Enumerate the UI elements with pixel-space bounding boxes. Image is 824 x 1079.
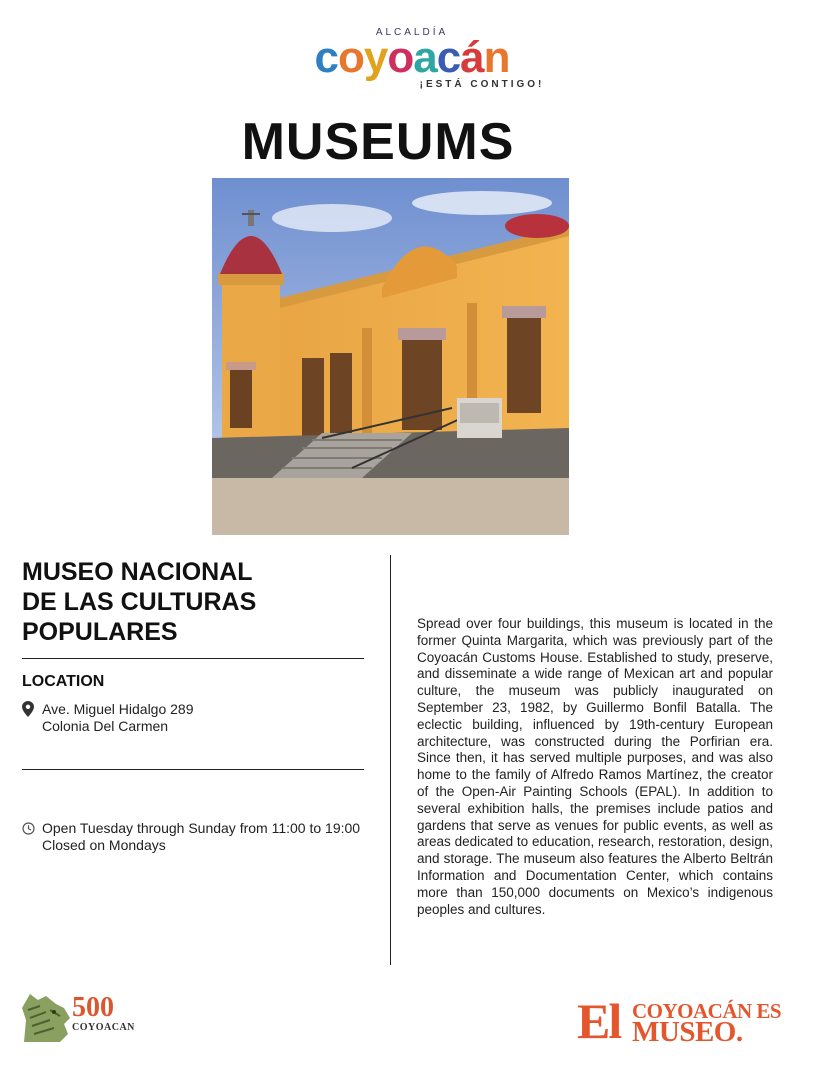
address — [42, 701, 194, 735]
brand-letter: c — [314, 33, 338, 82]
hours-closed-line: Closed on Mondays — [42, 837, 166, 853]
column-divider — [390, 555, 391, 965]
location-heading: LOCATION — [22, 673, 105, 690]
museum-name-line: DE LAS CULTURAS — [22, 588, 257, 616]
address-line: Ave. Miguel Hidalgo 289 — [42, 701, 194, 717]
divider — [22, 658, 364, 659]
clock-icon — [22, 822, 35, 840]
footer-el: El — [577, 993, 621, 1049]
museum-name — [22, 557, 362, 647]
address-line: Colonia Del Carmen — [42, 718, 169, 734]
footer-500-name: COYOACAN — [72, 1022, 135, 1033]
brand-letter: n — [483, 33, 510, 82]
museum-photo — [212, 178, 569, 535]
coyoacan-logo — [0, 34, 824, 82]
footer-500-number: 500 — [72, 992, 114, 1023]
museum-description: Spread over four buildings, this museum is located in the former Quinta Margarita, which was previously part of the Coyoacán Customs House. Established to study, preserve, and disseminate a wide range of Mexican art and popular culture, the museum was publicly inaugurated on September 23, 1982, by Guillermo Bonfil Batalla. The eclectic building, influenced by 19th-century European architecture, was constructed during the Porfirian era. Since then, it has served multiple purposes, and was also home to the family of Alfredo Ramos Martínez, the creator of the Open-Air Painting Schools (EPAL). In addition to several exhibition halls, the premises include patios and gardens that serve as venues for public events, as well as areas dedicated to education, research, restoration, design, and storage. The museum also features the Alberto Beltrán Information and Documentation Center, which contains more than 150,000 documents on Mexico’s indigenous peoples and cultures. — [417, 616, 773, 917]
page-title: MUSEUMS — [241, 113, 515, 171]
brand-letter: á — [460, 33, 484, 82]
divider — [22, 769, 364, 770]
museum-name-line: MUSEO NACIONAL — [22, 558, 253, 586]
location-pin-icon — [22, 701, 34, 722]
opening-hours — [42, 820, 362, 854]
brand-letter: c — [436, 33, 461, 82]
footer-coyoacan-es: COYOACÁN ES — [632, 999, 782, 1023]
footer-museo: MUSEO. — [632, 1016, 743, 1048]
museum-name-line: POPULARES — [22, 618, 178, 646]
tagline: ¡ESTÁ CONTIGO! — [419, 79, 545, 90]
brand-letter: o — [337, 33, 364, 82]
hours-line: Open Tuesday through Sunday from 11:00 to 19:00 — [42, 820, 361, 836]
alcaldia-label: ALCALDÍA — [375, 27, 449, 38]
coyote-logo-icon — [20, 990, 72, 1051]
brand-letter: y — [363, 33, 388, 82]
brand-letter: a — [413, 33, 437, 82]
brand-letter: o — [387, 33, 414, 82]
